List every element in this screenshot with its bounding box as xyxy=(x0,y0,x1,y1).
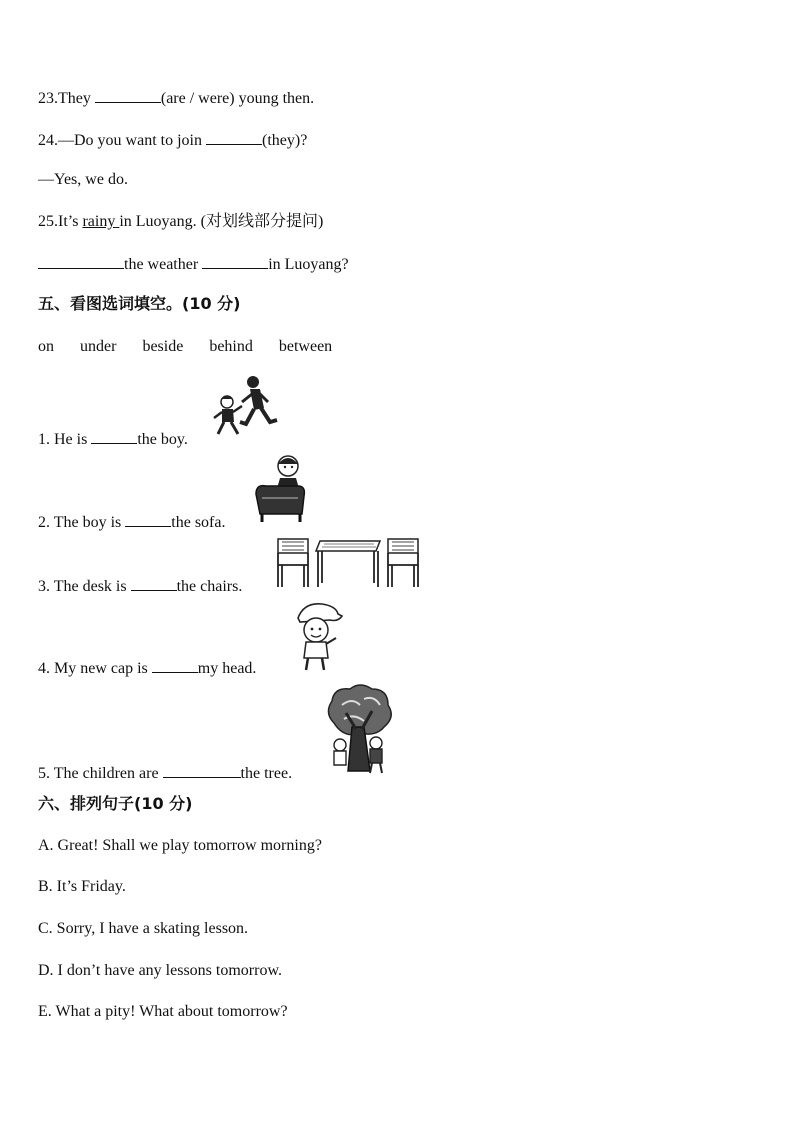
question-number: 23. xyxy=(38,90,58,107)
answer-blank[interactable] xyxy=(95,87,161,103)
word-bank-item: behind xyxy=(209,338,253,355)
word-bank xyxy=(38,337,354,357)
question-25-rewrite xyxy=(38,253,349,275)
boy-with-cap-illustration xyxy=(290,600,344,672)
question-text: (are / were) young then. xyxy=(160,90,315,107)
question-text: the sofa. xyxy=(171,514,226,531)
dialogue-dash: — xyxy=(58,132,74,149)
question-23 xyxy=(38,87,314,109)
sentence-item: B. It’s Friday. xyxy=(38,878,126,895)
question-25 xyxy=(38,212,323,232)
question-text: the tree. xyxy=(240,765,293,782)
section-5-title: 五、看图选词填空。(10 分) xyxy=(38,294,241,313)
question-text: They xyxy=(58,90,91,107)
word-bank-item: beside xyxy=(142,338,184,355)
question-text: in Luoyang. xyxy=(119,213,197,230)
underlined-word: rainy xyxy=(82,213,116,230)
question-text: (they)? xyxy=(262,132,308,149)
question-text: the boy. xyxy=(137,431,188,448)
boy-behind-sofa-illustration xyxy=(252,452,308,526)
picture-question-2 xyxy=(38,511,225,533)
question-number: 25. xyxy=(38,213,58,230)
question-24 xyxy=(38,129,307,151)
question-text: 2. The boy is xyxy=(38,514,122,531)
answer-blank[interactable] xyxy=(163,762,241,778)
sentence-item: C. Sorry, I have a skating lesson. xyxy=(38,920,249,937)
children-behind-tree-illustration xyxy=(324,683,394,775)
picture-question-1 xyxy=(38,428,188,450)
question-text: Do you want to join xyxy=(74,132,202,149)
picture-question-3 xyxy=(38,575,242,597)
sentence-item: D. I don’t have any lessons tomorrow. xyxy=(38,962,282,979)
desk-between-chairs-illustration xyxy=(274,537,422,589)
answer-blank[interactable] xyxy=(38,253,124,269)
answer-blank[interactable] xyxy=(131,575,177,591)
answer-blank[interactable] xyxy=(152,657,198,673)
running-people-illustration xyxy=(210,372,282,438)
question-text: the chairs. xyxy=(176,578,243,595)
word-bank-item: between xyxy=(278,338,333,355)
word-bank-item: under xyxy=(80,338,117,355)
question-text: my head. xyxy=(197,660,257,677)
word-bank-item: on xyxy=(38,338,54,355)
question-24-answer: —Yes, we do. xyxy=(38,171,128,188)
question-text: in Luoyang? xyxy=(268,256,349,273)
question-text: 4. My new cap is xyxy=(38,660,148,677)
answer-blank[interactable] xyxy=(91,428,137,444)
answer-blank[interactable] xyxy=(206,129,262,145)
section-6-title: 六、排列句子(10 分) xyxy=(38,794,193,813)
answer-blank[interactable] xyxy=(202,253,268,269)
sentence-item: E. What a pity! What about tomorrow? xyxy=(38,1003,288,1020)
picture-question-4 xyxy=(38,657,256,679)
sentence-item: A. Great! Shall we play tomorrow morning? xyxy=(38,837,322,854)
question-text: 1. He is xyxy=(38,431,88,448)
question-text: the weather xyxy=(124,256,199,273)
answer-blank[interactable] xyxy=(125,511,171,527)
question-text: It’s xyxy=(58,213,79,230)
question-text: 3. The desk is xyxy=(38,578,127,595)
instruction-note: (对划线部分提问) xyxy=(200,213,324,230)
picture-question-5 xyxy=(38,762,292,784)
question-text: 5. The children are xyxy=(38,765,159,782)
question-number: 24. xyxy=(38,132,58,149)
